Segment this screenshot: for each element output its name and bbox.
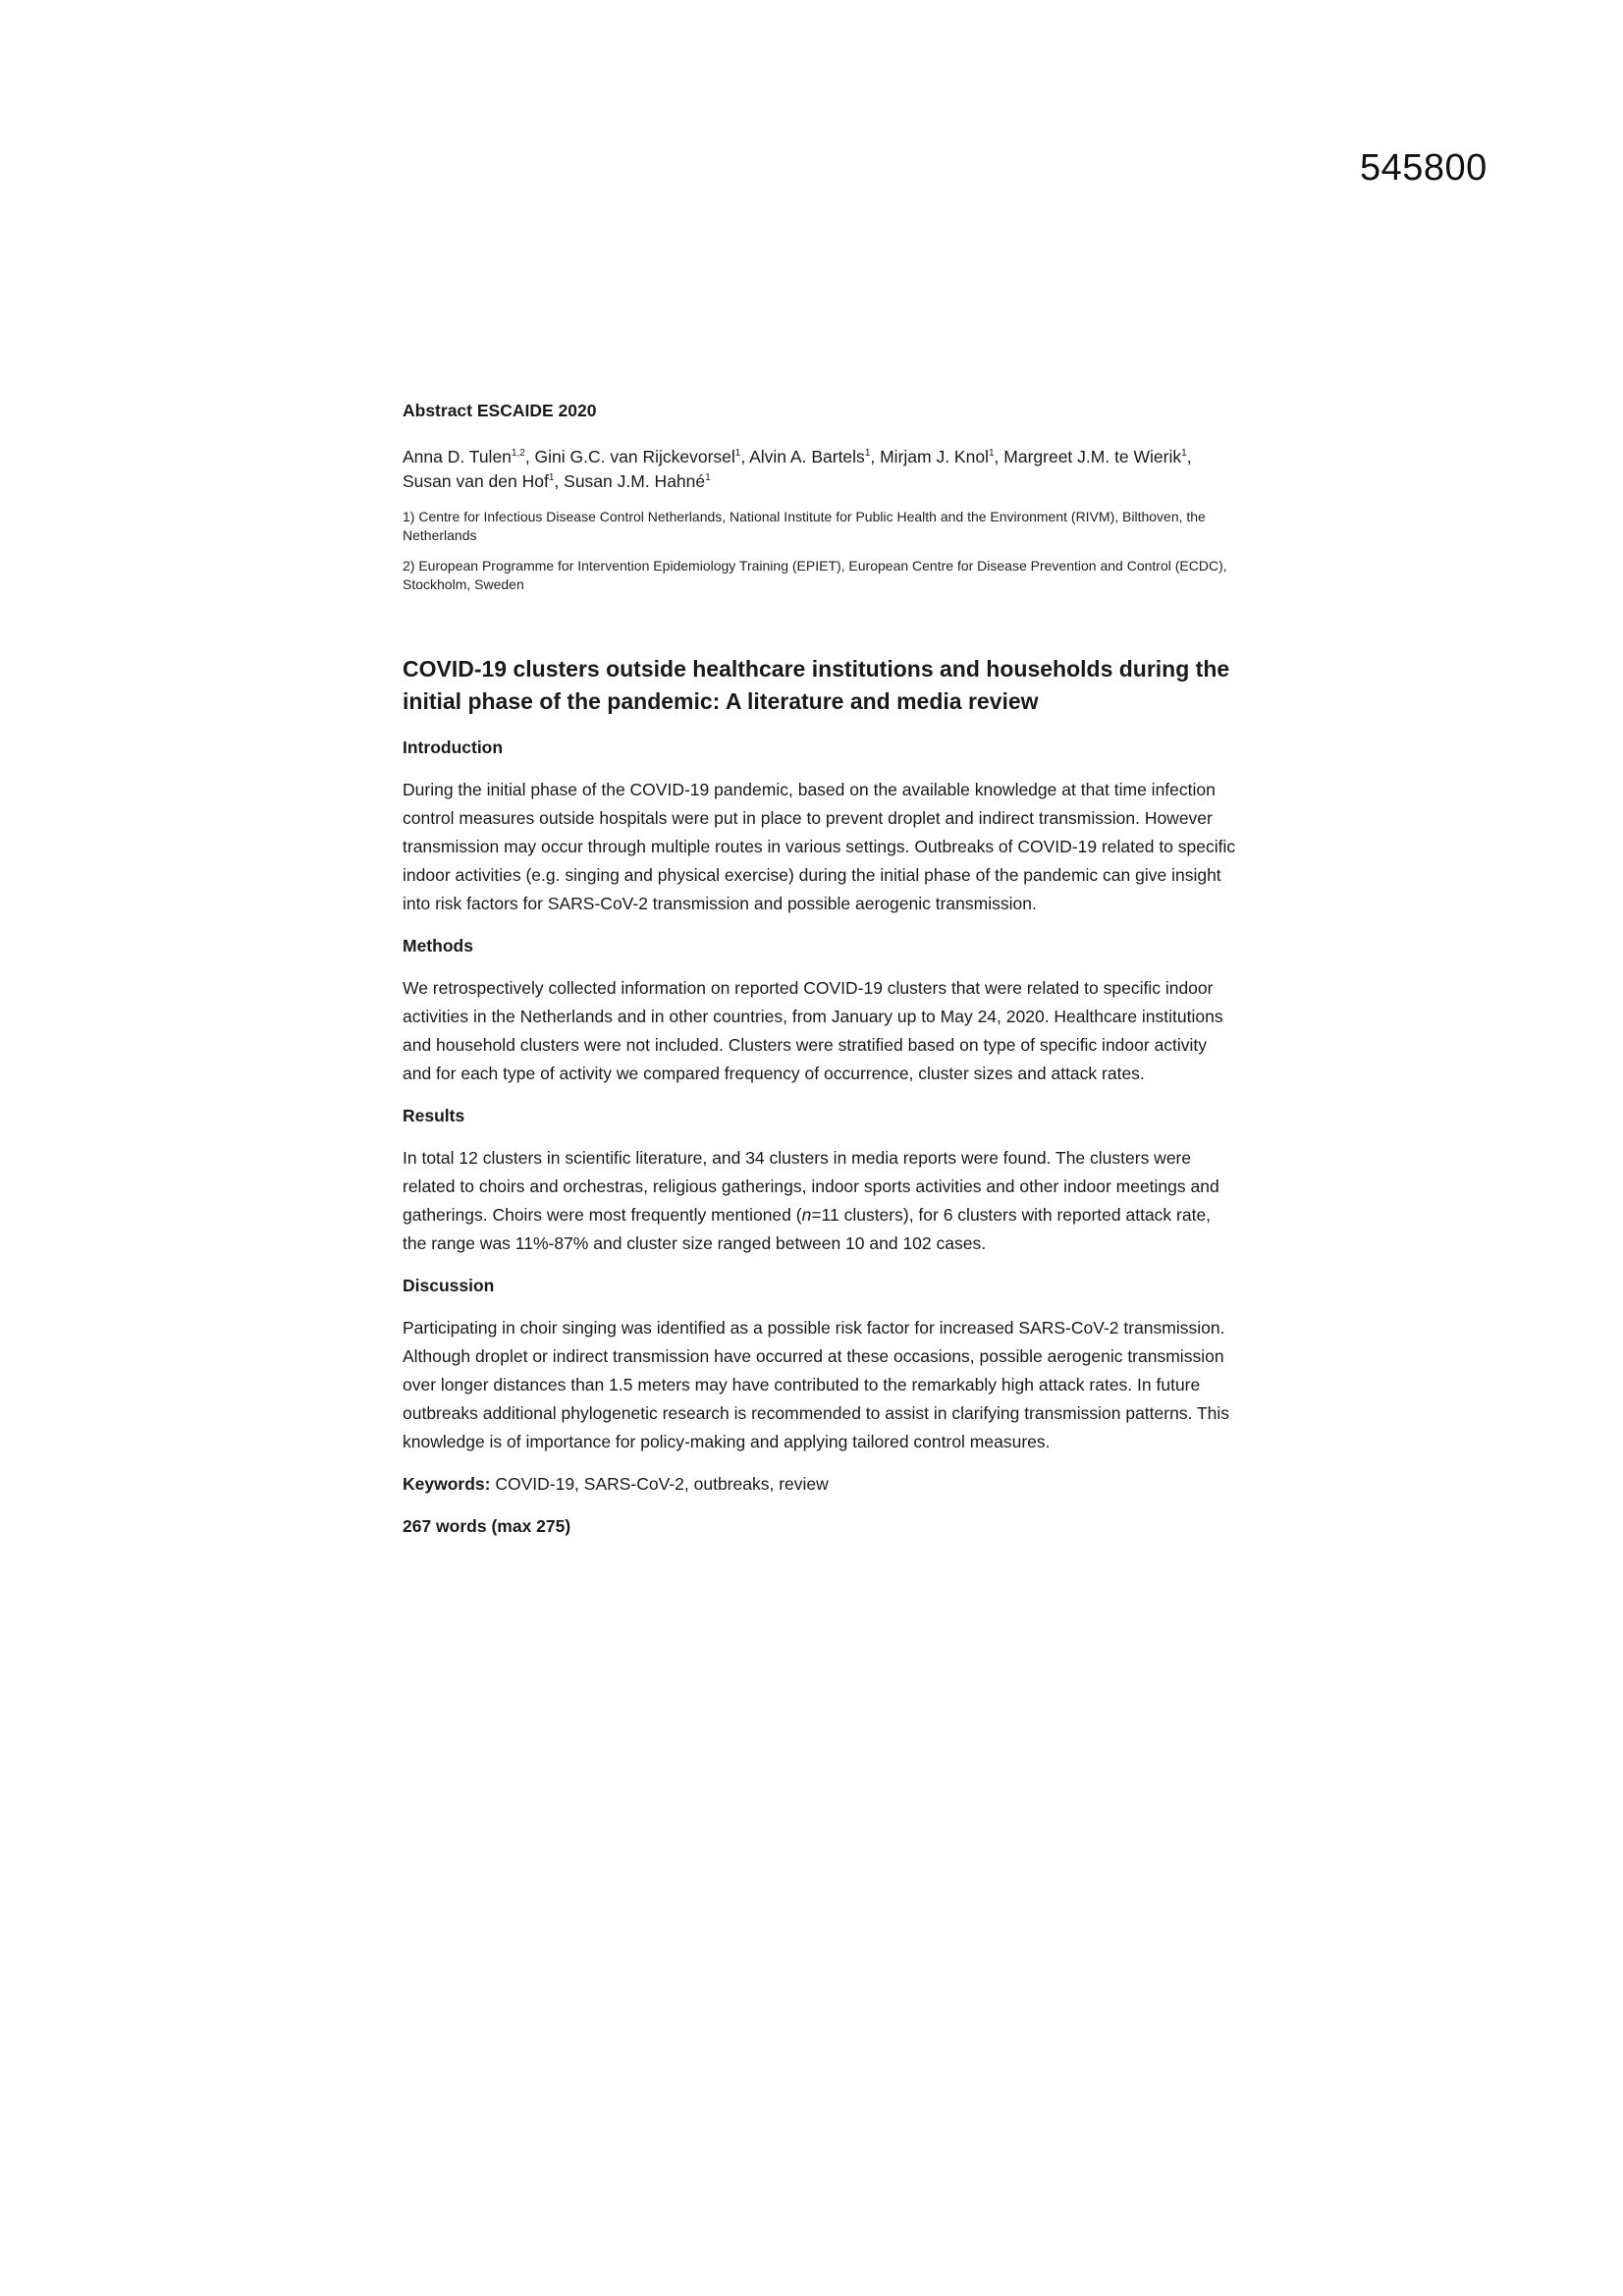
methods-text: We retrospectively collected information on reported COVID-19 clusters that were related to specific indoor activities in the Netherlands and in other countries, from January up to May 24, 2020. Healthcare institutions and household clusters were not included. Clusters were stratified based on type of specific indoor activity and for each type of activity we compared frequency of occurrence, cluster sizes and attack rates.: [403, 978, 1223, 1083]
author-name: Gini G.C. van Rijckevorsel: [534, 447, 735, 466]
discussion-text: Participating in choir singing was identified as a possible risk factor for increased SARS-CoV-2 transmission. Although droplet or indirect transmission have occurred at these occasions, possible aerogenic transmission over longer distances than 1.5 meters may have contributed to the remarkably high attack rates. In future outbreaks additional phylogenetic research is recommended to assist in clarifying transmission patterns. This knowledge is of importance for policy-making and applying tailored control measures.: [403, 1318, 1230, 1451]
results-text-part: In total 12 clusters in scientific literature, and 34 clusters in media reports were found. The clusters were related to choirs and orchestras, religious gatherings, indoor sports activities and other indoor meetings and gatherings. Choirs were most frequently mentioned (: [403, 1148, 1219, 1225]
results-italic-n: n: [801, 1205, 812, 1225]
header-title: Abstract ESCAIDE 2020: [403, 401, 597, 420]
author-name: Margreet J.M. te Wierik: [1003, 447, 1182, 466]
author-affiliation-mark: 1,2: [511, 448, 525, 459]
results-heading: Results: [403, 1106, 465, 1125]
author-name: Mirjam J. Knol: [880, 447, 989, 466]
introduction-text: During the initial phase of the COVID-19 pandemic, based on the available knowledge at that time infection control measures outside hospitals were put in place to prevent droplet and indirect transmission. However transmission may occur through multiple routes in various settings. Outbreaks of COVID-19 related to specific indoor activities (e.g. singing and physical exercise) during the initial phase of the pandemic can give insight into risk factors for SARS-CoV-2 transmission and possible aerogenic transmission.: [403, 780, 1236, 913]
affiliation-2: 2) European Programme for Intervention Epidemiology Training (EPIET), European Centre for Disease Prevention and Control (ECDC), Stockholm, Sweden: [403, 558, 1227, 592]
keywords: [403, 1470, 1237, 1499]
results-text: [403, 1144, 1237, 1258]
author-list: Anna D. Tulen$^{1,2}$, Gini G.C. van Rijckevorsel$^1$, Alvin A. Bartels$^1$, Mirjam J. Knol$^1$, Margreet J.M. te Wierik$^1$, Susan van den Hof$^1$, Susan J.M. Hahné$^1$: [403, 447, 1192, 491]
author-affiliation-mark: 1: [705, 472, 711, 483]
results-text-part: =11 clusters), for 6 clusters with reported attack rate, the range was 11%-87% and cluster size ranged between 10 and 102 cases.: [403, 1205, 1212, 1253]
keywords-label: Keywords:: [403, 1474, 491, 1494]
keywords-text: COVID-19, SARS-CoV-2, outbreaks, review: [490, 1474, 829, 1494]
author-name: Alvin A. Bartels: [749, 447, 865, 466]
document-id: 545800: [1360, 147, 1488, 189]
abstract-body: [403, 397, 1237, 1541]
author-affiliation-mark: 1: [864, 448, 871, 459]
methods-heading: Methods: [403, 936, 473, 956]
abstract-title: COVID-19 clusters outside healthcare institutions and households during the initial phase of the pandemic: A literature and media review: [403, 656, 1230, 714]
word-count: 267 words (max 275): [403, 1516, 571, 1536]
author-affiliation-mark: 1: [734, 448, 741, 459]
author-affiliation-mark: 1: [1181, 448, 1187, 459]
affiliation-1: 1) Centre for Infectious Disease Control Netherlands, National Institute for Public Health and the Environment (RIVM), Bilthoven, the Netherlands: [403, 509, 1206, 543]
author-name: Susan van den Hof: [403, 471, 549, 491]
discussion-heading: Discussion: [403, 1276, 495, 1295]
author-name: Susan J.M. Hahné: [564, 471, 706, 491]
author-affiliation-mark: 1: [988, 448, 995, 459]
introduction-heading: Introduction: [403, 738, 504, 757]
author-name: Anna D. Tulen: [403, 447, 512, 466]
author-affiliation-mark: 1: [548, 472, 555, 483]
